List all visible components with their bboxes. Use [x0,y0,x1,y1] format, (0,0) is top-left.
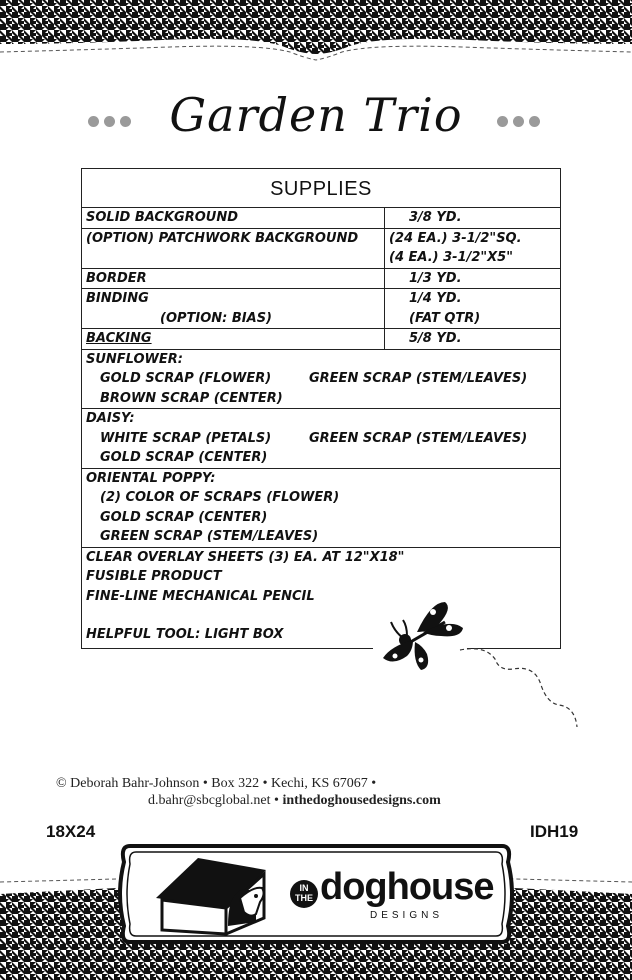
sunflower-section [82,350,560,410]
item-qty: 1/3 YD. [409,270,462,286]
daisy-line: GREEN SCRAP (STEM/LEAVES) [309,430,528,446]
sunflower-line: GREEN SCRAP (STEM/LEAVES) [309,371,528,386]
dragonfly-trail [455,645,585,735]
item-qty: 5/8 YD. [409,331,462,346]
sunflower-line: GOLD SCRAP (FLOWER) [100,371,272,386]
poppy-section [82,469,560,548]
footer-separator: • [274,793,279,808]
logo-name: doghouse [320,866,494,908]
table-row [82,269,560,290]
poppy-line: GOLD SCRAP (CENTER) [100,509,268,525]
daisy-line: GOLD SCRAP (CENTER) [100,450,268,465]
item-label: (OPTION) PATCHWORK BACKGROUND [86,230,359,246]
item-qty: 1/4 YD. [409,291,462,306]
final-line: CLEAR OVERLAY SHEETS (3) EA. AT 12"X18" [86,549,405,565]
daisy-section [82,409,560,469]
final-line: HELPFUL TOOL: LIGHT BOX [86,627,284,642]
footer-address: © Deborah Bahr-Johnson • Box 322 • Kechi, KS 67067 • [56,776,377,791]
table-row [82,229,560,269]
item-label-2: (OPTION: BIAS) [160,310,272,326]
pattern-size: 18X24 [46,822,96,841]
dragonfly-icon [373,598,467,674]
final-line: FINE-LINE MECHANICAL PENCIL [86,588,315,604]
decorative-dots-right [497,112,545,131]
item-label: SOLID BACKGROUND [86,210,238,225]
item-label: BINDING [86,291,149,306]
table-row [82,329,560,350]
item-qty: (24 EA.) 3-1/2"SQ. [389,230,522,246]
poppy-line: (2) COLOR OF SCRAPS (FLOWER) [100,490,340,505]
supplies-header: SUPPLIES [82,169,560,208]
supplies-table [81,168,561,649]
daisy-line: WHITE SCRAP (PETALS) [100,430,272,446]
item-qty: 3/8 YD. [409,210,462,225]
footer-website[interactable]: inthedoghousedesigns.com [282,793,441,808]
houndstooth-top-band [0,0,632,70]
page-title: Garden Trio [169,88,463,142]
doghouse-logo [116,838,516,950]
final-section [82,548,560,648]
sunflower-line: BROWN SCRAP (CENTER) [100,390,283,406]
footer-email[interactable]: d.bahr@sbcglobal.net [148,793,271,808]
pattern-code: IDH19 [530,822,579,841]
item-qty-2: (FAT QTR) [409,310,481,326]
poppy-heading: ORIENTAL POPPY: [86,470,216,486]
logo-badge-in: IN [299,883,309,893]
item-label: BACKING [86,331,152,346]
footer-contact [148,793,441,809]
sunflower-heading: SUNFLOWER: [86,351,183,367]
poppy-line: GREEN SCRAP (STEM/LEAVES) [100,529,319,544]
daisy-heading: DAISY: [86,411,135,426]
table-row [82,208,560,229]
final-line: FUSIBLE PRODUCT [86,569,222,584]
logo-badge-the: THE [295,893,313,903]
logo-subtitle: DESIGNS [370,910,444,921]
item-qty-2: (4 EA.) 3-1/2"X5" [389,250,513,265]
item-label: BORDER [86,270,147,286]
table-row [82,289,560,329]
